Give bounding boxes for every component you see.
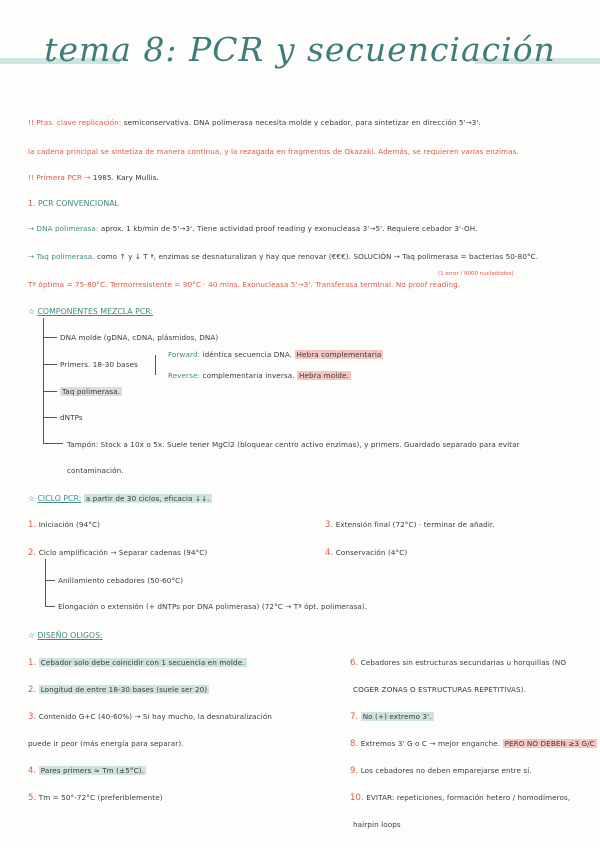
rule-text: Extremos 3' G o C → mejor enganche. <box>360 739 501 748</box>
diseno-title: DISEÑO OLIGOS: <box>37 631 103 640</box>
step-text: Extensión final (72°C) · terminar de añadir. <box>335 520 495 529</box>
rule-text: Longitud de entre 18-30 bases (suele ser 20) <box>40 685 208 694</box>
rule-number: 9. <box>350 766 359 776</box>
taq-text: como ↑ y ↓ T ª, enzimas se desnaturalizan y hay que renovar (€€€). SOLUCIÓN → Taq polimerasa = bacterias 50-80°C. <box>97 252 539 261</box>
oligo-rule-2 <box>28 685 209 695</box>
ciclo-step-2 <box>28 548 207 558</box>
reverse-label: Reverse: <box>168 371 201 380</box>
oligo-rule-6-cont: COGER ZONAS O ESTRUCTURAS REPETITIVAS). <box>353 685 526 694</box>
dna-polimerasa-label: → DNA polimerasa: <box>28 224 99 233</box>
ciclo-note: a partir de 30 ciclos, eficacia ↓↓. <box>85 494 210 503</box>
no-proof-reading: No proof reading. <box>395 280 461 289</box>
pcr-convencional-heading <box>28 199 119 208</box>
tree-branch <box>45 580 55 581</box>
intro-line-1 <box>28 118 481 127</box>
transferasa: Transferasa terminal. <box>315 280 394 289</box>
primer-forward <box>168 350 383 359</box>
oligo-rule-6 <box>350 658 566 668</box>
oligo-rule-7 <box>350 712 434 722</box>
step-number: 2. <box>28 548 37 558</box>
page-title: tema 8: PCR y secuenciación <box>44 30 556 69</box>
rule-text: Los cebadores no deben emparejarse entre sí. <box>360 766 532 775</box>
rule-text: Cebadores sin estructuras secundarias u horquillas (NO <box>360 658 567 667</box>
rule-text: No (+) extremo 3'. <box>362 712 432 721</box>
rule-number: 6. <box>350 658 359 668</box>
rule-text: Contenido G+C (40-60%) → Si hay mucho, la desnaturalización <box>38 712 272 721</box>
ciclo-elongacion: Elongación o extensión (+ dNTPs por DNA polimerasa) (72°C → Tª ópt. polimerasa). <box>58 602 368 611</box>
oligo-rule-1 <box>28 658 247 668</box>
star-icon: ☆ <box>28 631 35 640</box>
rule-text: Pares primers ≈ Tm (±5°C). <box>40 766 144 775</box>
comp-item-dna-molde: DNA molde (gDNA, cDNA, plásmidos, DNA) <box>60 333 219 342</box>
intro-line-2: la cadena principal se sintetiza de manera continua, y la rezagada en fragmentos de Okazaki. Además, se requieren varias enzimas. <box>28 147 519 156</box>
pcr-paragraph-2 <box>28 252 538 261</box>
step-text: Iniciación (94°C) <box>38 520 100 529</box>
oligo-rule-5 <box>28 793 163 803</box>
ciclo-step-3 <box>325 520 495 530</box>
oligo-rule-3 <box>28 712 272 722</box>
star-icon: ☆ <box>28 494 35 503</box>
tree-branch <box>45 606 55 607</box>
forward-highlight: Hebra complementaria <box>296 350 382 359</box>
comp-item-tampon-cont: contaminación. <box>67 466 124 475</box>
rule-number: 7. <box>350 712 359 722</box>
oligo-rule-9 <box>350 766 532 776</box>
rule-number: 4. <box>28 766 37 776</box>
oligo-rule-8 <box>350 739 597 749</box>
ciclo-heading <box>28 494 212 503</box>
rule-number: 2. <box>28 685 37 695</box>
exonucleasa: Exonucleasa 5'→3'. <box>242 280 313 289</box>
oligo-rule-10-cont: hairpin loops <box>353 820 401 829</box>
oligo-rule-3-cont: puede ir peor (más energía para separar). <box>28 739 184 748</box>
rule-highlight: PERO NO DEBEN ≥3 G/C <box>504 739 595 748</box>
intro-line-3 <box>28 173 159 182</box>
diseno-heading <box>28 631 103 640</box>
ciclo-anillamiento: Anillamiento cebadores (50-60°C) <box>58 576 184 585</box>
tree-branch <box>43 443 63 444</box>
primer-branch-vertical <box>155 355 156 375</box>
pcr-paragraph-3 <box>28 280 460 289</box>
dna-polimerasa-text: aprox. 1 kb/min de 5'→3'. Tiene actividad proof reading y exonucleasa 3'→5'. Requiere cebador 3'-OH. <box>100 224 478 233</box>
pcr-paragraph-1 <box>28 224 478 233</box>
comp-item-tampon: Tampón: Stock a 10x o 5x. Suele tener MgCl2 (bloquear centro activo enzimas), y primers. Guardado separado para evitar <box>67 440 520 449</box>
termorresistente: Termorresistente = 90°C · 40 mins. <box>110 280 241 289</box>
step-number: 1. <box>28 520 37 530</box>
step-text: Conservación (4°C) <box>335 548 408 557</box>
intro-text-3: 1985. Kary Mullis. <box>92 173 159 182</box>
rule-text: Cebador solo debe coincidir con 1 secuencia en molde. <box>40 658 245 667</box>
tree-branch <box>43 364 57 365</box>
ciclo-step-4 <box>325 548 407 558</box>
rule-number: 8. <box>350 739 359 749</box>
step-number: 3. <box>325 520 334 530</box>
intro-label-3: !! Primera PCR → <box>28 173 91 182</box>
temp-optima: Tª óptima = 75-80°C. <box>28 280 108 289</box>
rule-text: Tm = 50°-72°C (preferiblemente) <box>38 793 163 802</box>
tree-branch <box>43 337 57 338</box>
comp-item-primers: Primers. 18-30 bases <box>60 360 138 369</box>
tree-branch <box>43 391 57 392</box>
reverse-text: complementaria inversa. <box>202 371 295 380</box>
primer-reverse <box>168 371 351 380</box>
ciclo-title: CICLO PCR: <box>37 494 82 503</box>
tree-branch <box>43 417 57 418</box>
star-icon: ☆ <box>28 307 35 316</box>
componentes-title: COMPONENTES MEZCLA PCR: <box>37 307 154 316</box>
oligo-rule-10 <box>350 793 570 803</box>
forward-text: idéntica secuencia DNA. <box>202 350 293 359</box>
rule-text: EVITAR: repeticiones, formación hetero / homodímeros, <box>366 793 571 802</box>
forward-label: Forward: <box>168 350 201 359</box>
ciclo-step-1 <box>28 520 100 530</box>
rule-number: 3. <box>28 712 37 722</box>
comp-item-taq <box>60 387 122 396</box>
reverse-highlight: Hebra molde. <box>299 371 349 380</box>
taq-label: → Taq polimerasa. <box>28 252 95 261</box>
rule-number: 1. <box>28 658 37 668</box>
error-rate-note: (1 error / 9000 nucleótidos) <box>438 271 514 277</box>
intro-text-1: semiconservativa. DNA polimerasa necesita molde y cebador, para sintetizar en dirección 5'→3'. <box>123 118 481 127</box>
section-title: PCR CONVENCIONAL <box>37 199 119 208</box>
step-number: 4. <box>325 548 334 558</box>
intro-label-1: !! Ptas. clave replicación: <box>28 118 122 127</box>
oligo-rule-4 <box>28 766 146 776</box>
rule-number: 5. <box>28 793 37 803</box>
rule-number: 10. <box>350 793 364 803</box>
section-number: 1. <box>28 199 36 208</box>
step-text: Ciclo amplificación → Separar cadenas (94°C) <box>38 548 208 557</box>
ciclo-tree-vertical <box>45 559 46 607</box>
taq-highlight: Taq polimerasa. <box>62 387 121 396</box>
componentes-heading <box>28 307 153 316</box>
comp-item-dntps: dNTPs <box>60 413 83 422</box>
